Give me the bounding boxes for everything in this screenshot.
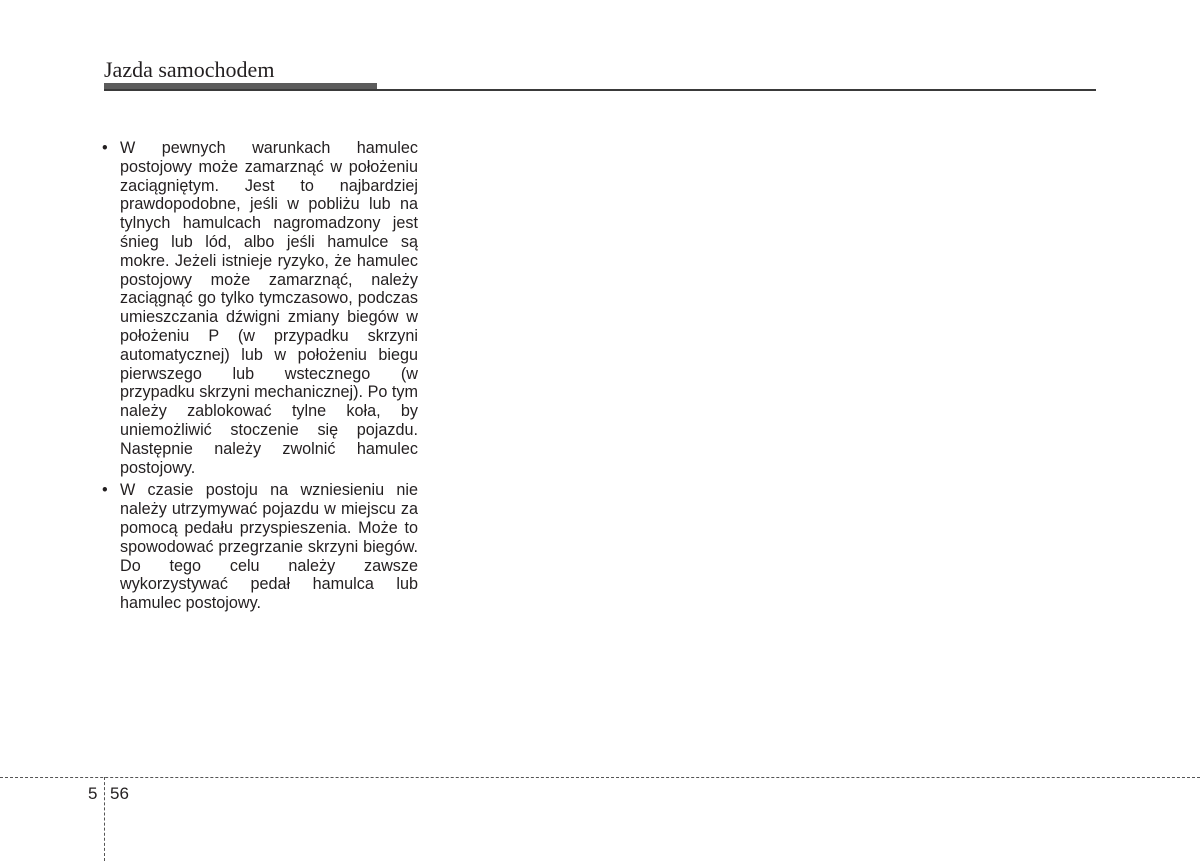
body-text-column [102,139,418,617]
page-number: 56 [110,784,129,803]
footer-divider [104,777,105,861]
chapter-number: 5 [88,784,98,803]
bullet-marker: • [102,481,108,500]
bullet-item-hill-holding [102,481,418,613]
bullet-text: W czasie postoju na wzniesieniu nie należy utrzymywać pojazdu w miejscu za pomocą pedału przyspieszenia. Może to spowodować przegrzanie skrzyni biegów. Do tego celu należy zawsze wykorzystywać pedał hamulca lub hamulec postojowy. [120,481,418,613]
section-title: Jazda samochodem [104,57,275,82]
bullet-text: W pewnych warunkach hamulec postojowy może zamarznąć w położeniu zaciągniętym. Jest to najbardziej prawdopodobne, jeśli w pobliżu lub na tylnych hamulcach nagromadzony jest śnieg lub lód, albo jeśli hamulce są mokre. Jeżeli istnieje ryzyko, że hamulec postojowy może zamarznąć, należy zaciągnąć go tylko tymczasowo, podczas umieszczania dźwigni zmiany biegów w położeniu P (w przypadku skrzyni automatycznej) lub w położeniu biegu pierwszego lub wstecznego (w przypadku skrzyni mechanicznej). Po tym należy zablokować tylne koła, by uniemożliwić stoczenie się pojazdu. Następnie należy zwolnić hamulec postojowy. [120,139,418,477]
bullet-list [102,139,418,613]
footer-rule [0,777,1200,778]
bullet-marker: • [102,139,108,157]
bullet-item-parking-brake-freezing [102,139,418,477]
title-rule [104,89,1096,91]
